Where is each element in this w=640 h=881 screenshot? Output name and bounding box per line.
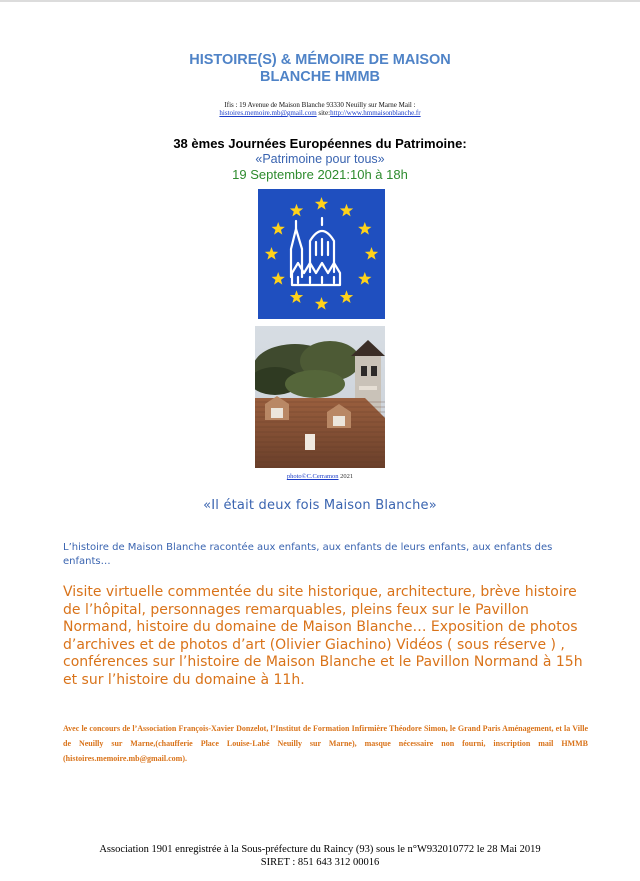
sponsors-paragraph: Avec le concours de l’Association François-Xavier Donzelot, l’Institut de Formation Infirmière Théodore Simon, le Grand Paris Aménagement, et la Ville de Neuilly sur Marne,(chaufferie Place Louise-Labé Neuilly sur Marne), masque nécessaire non fourni, inscription mail HMMB (histoires.memoire.mb@gmail.com). <box>63 724 588 763</box>
footer-siret: SIRET : 851 643 312 00016 <box>260 857 380 868</box>
page-top-border <box>0 0 640 2</box>
intro-paragraph: L’histoire de Maison Blanche racontée aux enfants, aux enfants de leurs enfants, aux enfants des enfants… <box>63 542 553 567</box>
site-label: site: <box>316 109 331 117</box>
contact-links <box>185 109 455 117</box>
exhibition-subtitle: «Il était deux fois Maison Blanche» <box>203 498 437 513</box>
contact-address: Ifis : 19 Avenue de Maison Blanche 93330 Neuilly sur Marne Mail : <box>224 101 416 109</box>
footer-registration: Association 1901 enregistrée à la Sous-préfecture du Raincy (93) sous le n°W932010772 le 28 Mai 2019 <box>99 844 541 855</box>
event-title: 38 èmes Journées Européennes du Patrimoine: <box>173 136 467 151</box>
email-link[interactable]: histoires.memoire.mb@gmail.com <box>219 109 317 117</box>
photo-credit-year: 2021 <box>338 473 354 480</box>
pavilion-roof-photo <box>255 326 385 468</box>
event-theme: «Patrimoine pour tous» <box>255 152 385 166</box>
page-title-line-1: HISTOIRE(S) & MÉMOIRE DE MAISON <box>189 52 451 68</box>
page-title-line-2: BLANCHE HMMB <box>259 69 380 85</box>
website-link[interactable]: http://www.hmmaisonblanche.fr <box>330 109 421 117</box>
event-date: 19 Septembre 2021:10h à 18h <box>232 167 408 182</box>
photo-credit <box>0 473 640 480</box>
european-heritage-days-logo <box>258 189 385 319</box>
photo-credit-link[interactable]: photo©C.Cerramon <box>286 473 339 480</box>
program-paragraph: Visite virtuelle commentée du site historique, architecture, brève histoire de l’hôpital, personnages remarquables, pleins feux sur le Pavillon Normand, histoire du domaine de Maison Blanche… Exposition de photos d’archives et de photos d’art (Olivier Giachino) Vidéos ( sous réserve ) , conférences sur l’histoire de Maison Blanche et le Pavillon Normand à 15h et sur l’histoire du domaine à 11h. <box>63 584 583 688</box>
contact-line <box>185 101 455 117</box>
